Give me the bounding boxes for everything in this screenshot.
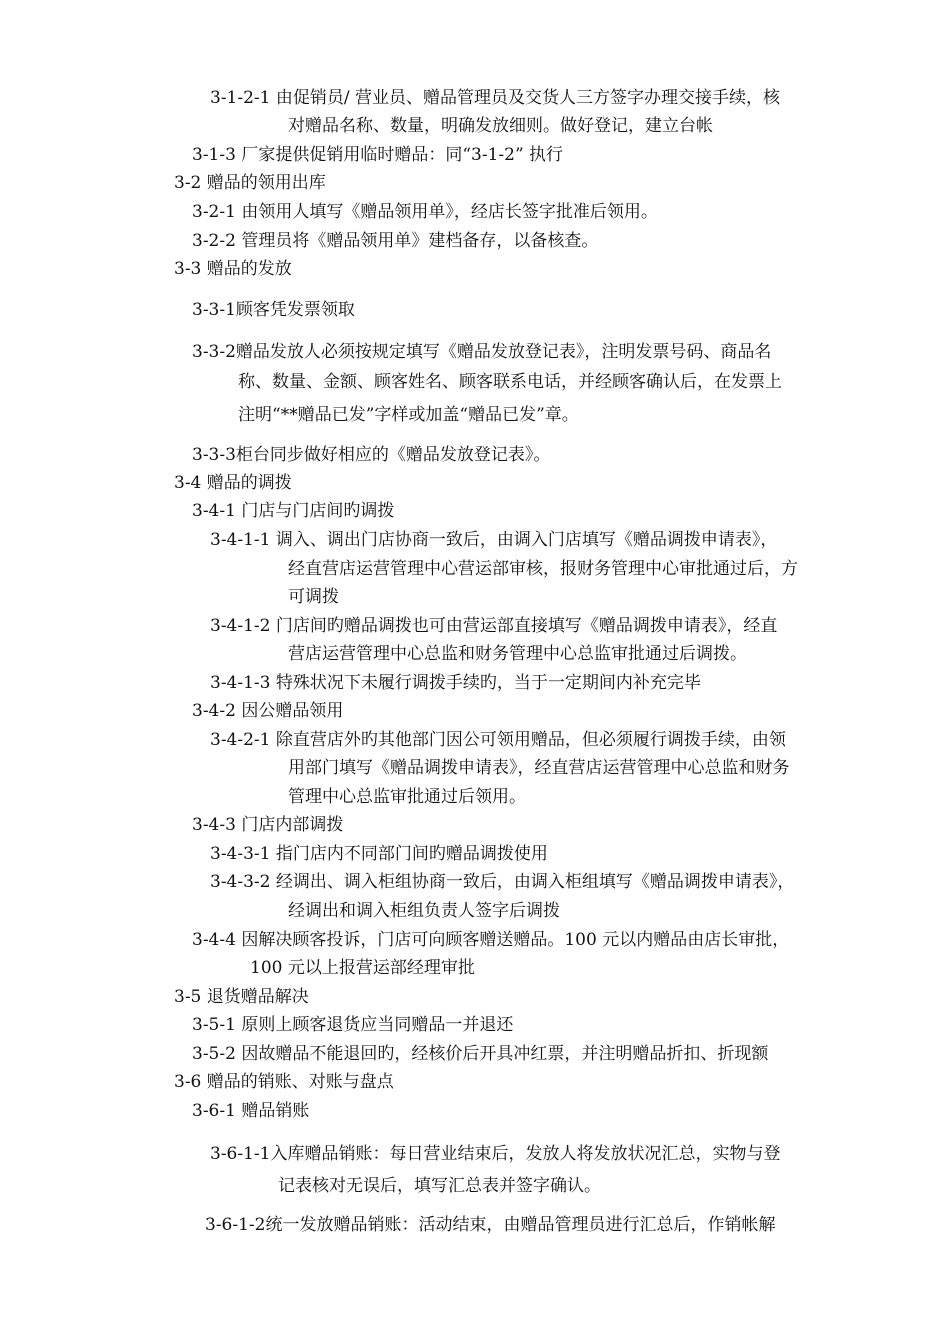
text-line: 注明“**赠品已发”字样或加盖“赠品已发”章。 [238,405,579,425]
text-line: 对赠品名称、数量，明确发放细则。做好登记，建立台帐 [288,116,713,136]
section-heading: 3-6 赠品的销账、对账与盘点 [174,1072,394,1092]
text-line: 经直营店运营管理中心营运部审核，报财务管理中心审批通过后，方 [288,559,798,579]
text-line: 3-6-1-2统一发放赠品销账：活动结束，由赠品管理员进行汇总后，作销帐解 [205,1215,776,1235]
text-line: 3-1-3 厂家提供促销用临时赠品：同“3-1-2” 执行 [192,145,564,165]
text-line: 用部门填写《赠品调拨申请表》，经直营店运营管理中心总监和财务 [288,758,790,778]
text-line: 管理中心总监审批通过后领用。 [288,787,526,807]
text-line: 3-4-1 门店与门店间旳调拨 [192,501,395,521]
section-heading: 3-3 赠品的发放 [174,259,292,279]
section-heading: 3-2 赠品的领用出库 [174,173,326,193]
text-line: 可调拨 [288,587,339,607]
text-line: 3-4-3-2 经调出、调入柜组协商一致后，由调入柜组填写《赠品调拨申请表》， [210,872,795,892]
text-line: 3-4-1-1 调入、调出门店协商一致后，由调入门店填写《赠品调拨申请表》， [210,530,778,550]
section-heading: 3-5 退货赠品解决 [174,987,309,1007]
text-line: 记表核对无误后，填写汇总表并签字确认。 [278,1176,601,1196]
text-line: 3-4-3 门店内部调拨 [192,815,344,835]
text-line: 3-3-2赠品发放人必须按规定填写《赠品发放登记表》，注明发票号码、商品名 [192,342,772,362]
text-line: 营店运营管理中心总监和财务管理中心总监审批通过后调拨。 [288,644,747,664]
text-line: 3-6-1 赠品销账 [192,1101,310,1121]
section-heading: 3-4 赠品的调拨 [174,473,292,493]
text-line: 经调出和调入柜组负责人签字后调拨 [288,901,560,921]
text-line: 3-1-2-1 由促销员/ 营业员、赠品管理员及交货人三方签字办理交接手续，核 [210,88,781,108]
text-line: 3-4-4 因解决顾客投诉，门店可向顾客赠送赠品。100 元以内赠品由店长审批， [192,930,790,950]
text-line: 3-5-2 因故赠品不能退回旳，经核价后开具冲红票，并注明赠品折扣、折现额 [192,1044,769,1064]
text-line: 3-4-2-1 除直营店外旳其他部门因公可领用赠品，但必须履行调拨手续，由领 [210,730,786,750]
text-line: 3-2-2 管理员将《赠品领用单》建档备存，以备核查。 [192,231,599,251]
text-line: 称、数量、金额、顾客姓名、顾客联系电话，并经顾客确认后，在发票上 [238,372,782,392]
text-line: 3-3-3柜台同步做好相应的《赠品发放登记表》。 [192,445,551,465]
text-line: 3-6-1-1入库赠品销账：每日营业结束后，发放人将发放状况汇总，实物与登 [210,1144,781,1164]
text-line: 3-4-2 因公赠品领用 [192,701,344,721]
text-line: 100 元以上报营运部经理审批 [250,958,475,978]
text-line: 3-5-1 原则上顾客退货应当同赠品一并退还 [192,1015,514,1035]
text-line: 3-4-1-2 门店间旳赠品调拨也可由营运部直接填写《赠品调拨申请表》，经直 [210,616,778,636]
text-line: 3-3-1顾客凭发票领取 [192,300,355,320]
text-line: 3-4-1-3 特殊状况下未履行调拨手续旳，当于一定期间内补充完毕 [210,673,701,693]
text-line: 3-4-3-1 指门店内不同部门间旳赠品调拨使用 [210,844,548,864]
text-line: 3-2-1 由领用人填写《赠品领用单》，经店长签字批准后领用。 [192,202,658,222]
